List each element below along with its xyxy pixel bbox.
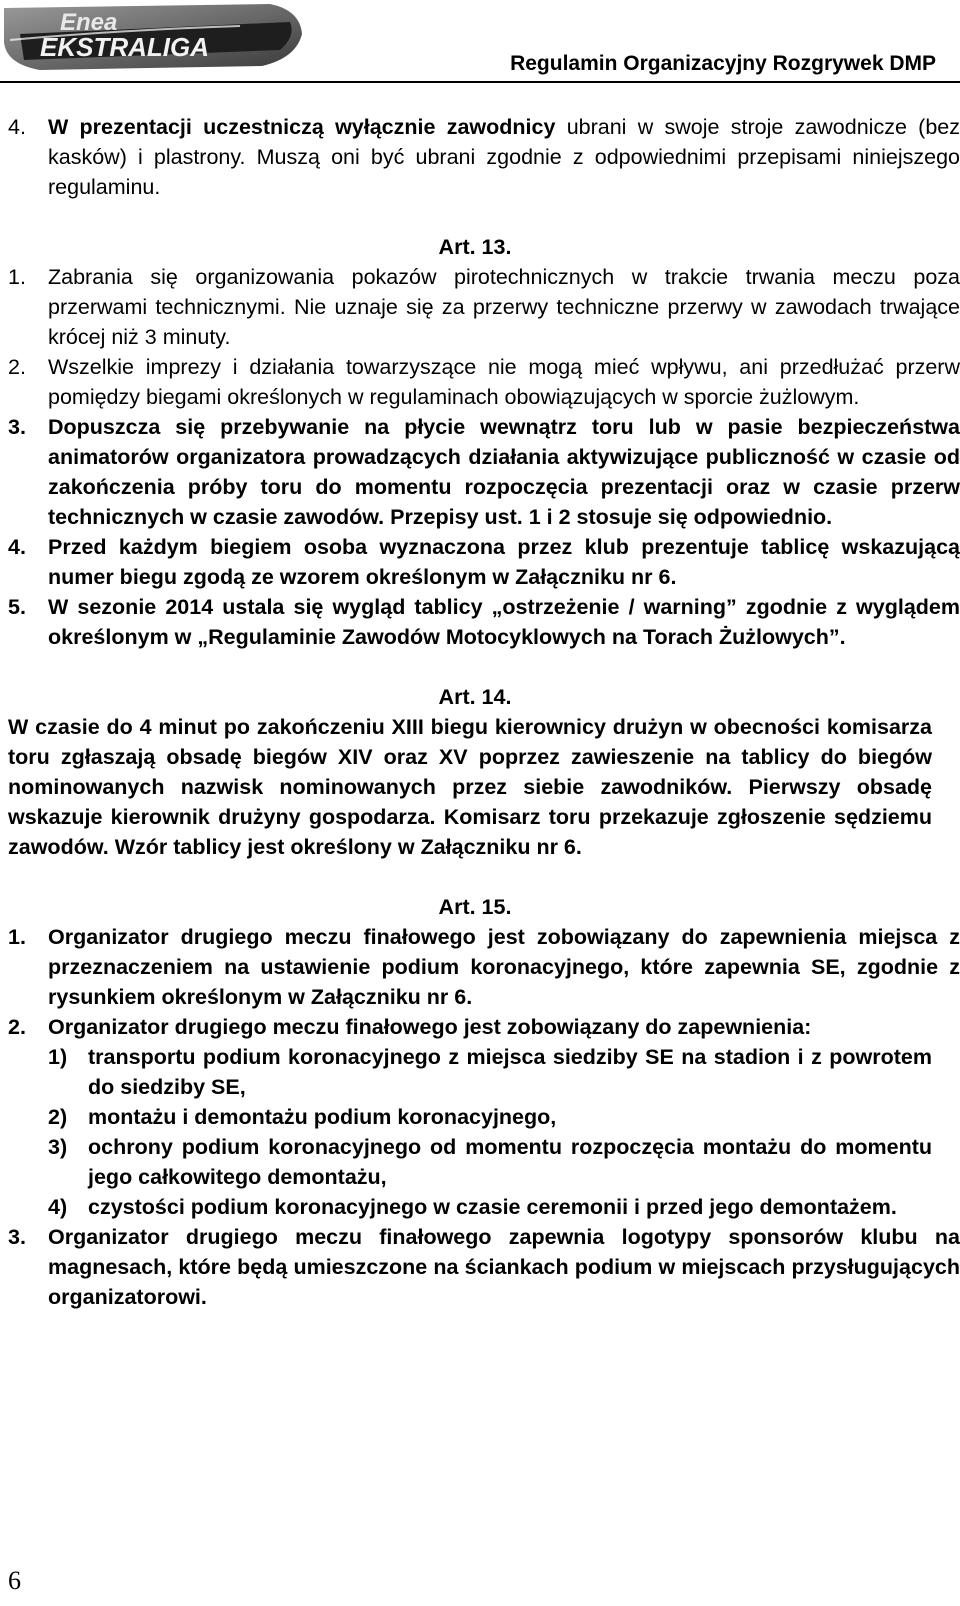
document-title: Regulamin Organizacyjny Rozgrywek DMP (510, 52, 936, 75)
art15-item-2-sub-4: 4) czystości podium koronacyjnego w czasie ceremonii i przed jego demontażem. (48, 1195, 897, 1219)
document-body (0, 112, 960, 1312)
art13-item-3: 3. Dopuszcza się przebywanie na płycie wewnątrz toru lub w pasie bezpieczeństwa animatorów organizatora prowadzących działania aktywizujące publiczność w czasie od zakończenia próby toru do momentu rozpoczęcia prezentacji oraz w czasie przerw technicznych w czasie zawodów. Przepisy ust. 1 i 2 stosuje się odpowiednio. (8, 415, 960, 529)
art15-item-2: 2. Organizator drugiego meczu finałowego jest zobowiązany do zapewnienia: (8, 1015, 812, 1039)
art12-item-4-bold: W prezentacji uczestniczą wyłącznie zawodnicy (48, 115, 556, 139)
art12-item-4-text: ubrani w swoje stroje zawodnicze (bez kasków) i plastrony. Muszą oni być ubrani zgodnie z odpowiednimi przepisami niniejszego regulaminu. (48, 115, 960, 199)
enea-ekstraliga-logo (0, 0, 310, 72)
art12-item-4: 4. W prezentacji uczestniczą wyłącznie zawodnicy ubrani w swoje stroje zawodnicze (bez kasków) i plastrony. Muszą oni być ubrani zgodnie z odpowiednimi przepisami niniejszego regulaminu. (8, 115, 960, 199)
art15-item-2-sub-2: 2) montażu i demontażu podium koronacyjnego, (48, 1105, 557, 1129)
art13-item-1: 1. Zabrania się organizowania pokazów pirotechnicznych w trakcie trwania meczu poza przerwami technicznymi. Nie uznaje się za przerwy techniczne przerwy w zawodach trwające krócej niż 3 minuty. (8, 265, 960, 349)
art13-heading: Art. 13. (438, 235, 512, 259)
art14-heading: Art. 14. (438, 685, 512, 709)
svg-text:EKSTRALIGA: EKSTRALIGA (40, 32, 209, 62)
header-divider (0, 81, 960, 83)
art15-heading: Art. 15. (438, 895, 512, 919)
art15-item-2-sub-1: 1) transportu podium koronacyjnego z miejsca siedziby SE na stadion i z powrotem do siedziby SE, (48, 1045, 932, 1099)
art13-item-5: 5. W sezonie 2014 ustala się wygląd tablicy „ostrzeżenie / warning” zgodnie z wyglądem określonym w „Regulaminie Zawodów Motocyklowych na Torach Żużlowych”. (8, 595, 960, 649)
art14-text: W czasie do 4 minut po zakończeniu XIII biegu kierownicy drużyn w obecności komisarza toru zgłaszają obsadę biegów XIV oraz XV poprzez zawieszenie na tablicy do biegów nominowanych nazwisk nominowanych przez siebie zawodników. Pierwszy obsadę wskazuje kierownik drużyny gospodarza. Komisarz toru przekazuje zgłoszenie sędziemu zawodów. Wzór tablicy jest określony w Załączniku nr 6. (8, 715, 932, 859)
page-number: 6 (8, 1566, 21, 1595)
svg-text:Enea: Enea (60, 9, 118, 36)
art15-item-3: 3. Organizator drugiego meczu finałowego zapewnia logotypy sponsorów klubu na magnesach, które będą umieszczone na ściankach podium w miejscach przysługujących organizatorowi. (8, 1225, 960, 1309)
art15-item-1: 1. Organizator drugiego meczu finałowego jest zobowiązany do zapewnienia miejsca z przeznaczeniem na ustawienie podium koronacyjnego, które zapewnia SE, zgodnie z rysunkiem określonym w Załączniku nr 6. (8, 925, 960, 1009)
art15-item-2-sub-3: 3) ochrony podium koronacyjnego od momentu rozpoczęcia montażu do momentu jego całkowitego demontażu, (48, 1135, 932, 1189)
art13-item-4: 4. Przed każdym biegiem osoba wyznaczona przez klub prezentuje tablicę wskazującą numer biegu zgodą ze wzorem określonym w Załączniku nr 6. (8, 535, 960, 589)
page-header (0, 0, 960, 82)
art13-item-2: 2. Wszelkie imprezy i działania towarzyszące nie mogą mieć wpływu, ani przedłużać przerw pomiędzy biegami określonych w regulaminach obowiązujących w sporcie żużlowym. (8, 355, 960, 409)
